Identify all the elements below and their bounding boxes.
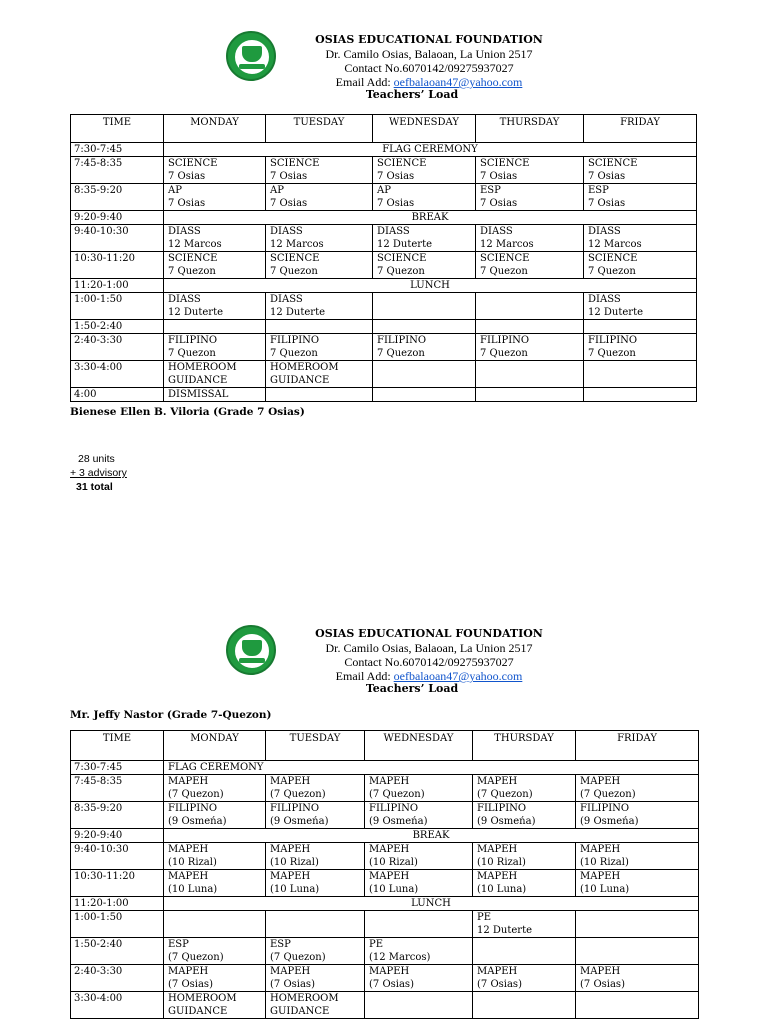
time-cell: 1:50-2:40: [71, 320, 164, 334]
subject-text: FILIPINO: [480, 335, 530, 346]
subject-text: FILIPINO: [580, 803, 630, 814]
subject-text: FILIPINO: [588, 335, 638, 346]
schedule-cell: [365, 843, 473, 870]
subject-text: DIASS: [377, 226, 410, 237]
span-cell: BREAK: [164, 211, 697, 225]
column-header: WEDNESDAY: [365, 731, 473, 761]
table-row: [71, 802, 699, 829]
subject-text: ESP: [588, 185, 609, 196]
schedule-cell: [266, 334, 373, 361]
schedule-cell: [365, 938, 473, 965]
subject-text: FILIPINO: [270, 335, 320, 346]
section-text: (10 Luna): [477, 884, 527, 895]
time-cell: 11:20-1:00: [71, 279, 164, 293]
table-row: [71, 184, 697, 211]
schedule-cell: [365, 870, 473, 897]
schedule-cell: [473, 965, 576, 992]
schedule-cell: [584, 252, 697, 279]
schedule-cell: [476, 320, 584, 334]
schedule-cell: [476, 157, 584, 184]
schedule-cell: [584, 157, 697, 184]
time-cell: 3:30-4:00: [71, 361, 164, 388]
table-row: [71, 897, 699, 911]
subject-text: SCIENCE: [588, 253, 638, 264]
section-text: (12 Marcos): [369, 952, 431, 963]
time-cell: 7:30-7:45: [71, 761, 164, 775]
subject-text: MAPEH: [477, 966, 518, 977]
schedule-cell: [266, 802, 365, 829]
subject-text: SCIENCE: [377, 158, 427, 169]
time-cell: 1:50-2:40: [71, 938, 164, 965]
section-text: (9 Osmeńa): [270, 816, 329, 827]
schedule-cell: [266, 992, 365, 1019]
schedule-cell: [584, 184, 697, 211]
table-row: [71, 911, 699, 938]
subject-text: HOMEROOM: [270, 993, 339, 1004]
schedule-cell: [576, 938, 699, 965]
org-name-2: OSIAS EDUCATIONAL FOUNDATION: [315, 627, 543, 640]
section-text: 7 Osias: [270, 198, 308, 209]
schedule-cell: [473, 992, 576, 1019]
subject-text: SCIENCE: [588, 158, 638, 169]
subject-text: HOMEROOM: [168, 362, 237, 373]
section-text: (9 Osmeńa): [477, 816, 536, 827]
subject-text: SCIENCE: [168, 158, 218, 169]
time-cell: 9:40-10:30: [71, 225, 164, 252]
section-text: 12 Duterte: [270, 307, 326, 318]
subject-text: FILIPINO: [168, 803, 218, 814]
schedule-cell: [373, 225, 476, 252]
subject-text: MAPEH: [369, 966, 410, 977]
schedule-cell: [373, 334, 476, 361]
subject-text: MAPEH: [580, 871, 621, 882]
section-text: GUIDANCE: [168, 1006, 228, 1017]
org-email-line-2: [45, 669, 768, 683]
email-link-2[interactable]: oefbalaoan47@yahoo.com: [393, 669, 523, 683]
section-text: (7 Quezon): [168, 789, 224, 800]
schedule-cell: [164, 992, 266, 1019]
subject-text: AP: [377, 185, 391, 196]
section-text: 7 Quezon: [588, 348, 636, 359]
table-row: [71, 829, 699, 843]
table-row: [71, 775, 699, 802]
subject-text: SCIENCE: [270, 253, 320, 264]
subject-text: DIASS: [588, 226, 621, 237]
schedule-cell: [266, 293, 373, 320]
subject-text: PE: [477, 912, 492, 923]
schedule-cell: [266, 252, 373, 279]
subject-text: DIASS: [168, 226, 201, 237]
span-cell: LUNCH: [164, 897, 699, 911]
time-cell: 7:30-7:45: [71, 143, 164, 157]
schedule-cell: [266, 157, 373, 184]
table-row: [71, 361, 697, 388]
org-name: OSIAS EDUCATIONAL FOUNDATION: [315, 33, 543, 46]
schedule-cell: [365, 775, 473, 802]
schedule-cell: [476, 252, 584, 279]
subject-text: MAPEH: [270, 871, 311, 882]
schedule-cell: [164, 775, 266, 802]
schedule-cell: [164, 361, 266, 388]
schedule-cell: [584, 320, 697, 334]
subject-text: MAPEH: [369, 776, 410, 787]
section-text: 7 Quezon: [480, 266, 528, 277]
subject-text: MAPEH: [270, 966, 311, 977]
section-text: 7 Quezon: [270, 266, 318, 277]
schedule-cell: [164, 334, 266, 361]
table-row: [71, 761, 699, 775]
schedule-cell: [164, 870, 266, 897]
schedule-cell: [365, 802, 473, 829]
subject-text: MAPEH: [580, 966, 621, 977]
org-email-line: [45, 75, 768, 89]
time-cell: 4:00: [71, 388, 164, 402]
table-row: [71, 388, 697, 402]
schedule-cell: [576, 911, 699, 938]
subject-text: DIASS: [270, 226, 303, 237]
schedule-cell: [164, 802, 266, 829]
schedule-cell: [266, 843, 365, 870]
table-row: [71, 252, 697, 279]
subject-text: ESP: [480, 185, 501, 196]
schedule-cell: [373, 252, 476, 279]
document-title: Teachers’ Load: [365, 88, 459, 101]
schedule-cell: [266, 225, 373, 252]
time-cell: 10:30-11:20: [71, 252, 164, 279]
schedule-cell: [164, 157, 266, 184]
teacher-name-1: Bienese Ellen B. Viloria (Grade 7 Osias): [70, 406, 305, 418]
section-text: 7 Quezon: [480, 348, 528, 359]
schedule-cell: [365, 965, 473, 992]
schedule-cell: [373, 293, 476, 320]
table-row: [71, 320, 697, 334]
section-text: 12 Marcos: [270, 239, 324, 250]
subject-text: MAPEH: [168, 966, 209, 977]
section-text: GUIDANCE: [270, 1006, 330, 1017]
subject-text: MAPEH: [168, 871, 209, 882]
time-cell: 9:40-10:30: [71, 843, 164, 870]
schedule-cell: [476, 225, 584, 252]
schedule-cell: [164, 184, 266, 211]
schedule-cell: [266, 775, 365, 802]
section-text: 12 Marcos: [168, 239, 222, 250]
schedule-cell: [576, 802, 699, 829]
subject-text: ESP: [270, 939, 291, 950]
section-text: (7 Quezon): [477, 789, 533, 800]
section-text: (7 Osias): [369, 979, 414, 990]
schedule-cell: [164, 388, 266, 402]
section-text: (9 Osmeńa): [580, 816, 639, 827]
schedule-cell: [576, 843, 699, 870]
column-header: MONDAY: [164, 731, 266, 761]
section-text: 7 Osias: [377, 171, 415, 182]
column-header: TUESDAY: [266, 115, 373, 143]
time-cell: 9:20-9:40: [71, 829, 164, 843]
schedule-cell: [365, 911, 473, 938]
column-header: THURSDAY: [473, 731, 576, 761]
subject-text: MAPEH: [369, 871, 410, 882]
section-text: 7 Osias: [480, 198, 518, 209]
subject-text: MAPEH: [580, 844, 621, 855]
subject-text: FILIPINO: [270, 803, 320, 814]
subject-text: MAPEH: [369, 844, 410, 855]
schedule-table-1: [70, 114, 697, 402]
subject-text: DISMISSAL: [168, 389, 229, 400]
section-text: 7 Quezon: [168, 348, 216, 359]
table-row: [71, 293, 697, 320]
table-row: [71, 143, 697, 157]
schedule-cell: [473, 938, 576, 965]
schedule-cell: [266, 938, 365, 965]
section-text: (10 Rizal): [477, 857, 526, 868]
schedule-cell: [266, 965, 365, 992]
schedule-cell: [584, 334, 697, 361]
schedule-cell: [576, 992, 699, 1019]
section-text: (7 Quezon): [168, 952, 224, 963]
section-text: (10 Rizal): [369, 857, 418, 868]
total-line: 31 total: [76, 481, 113, 493]
schedule-cell: [373, 157, 476, 184]
table-row: [71, 157, 697, 184]
schedule-cell: [584, 293, 697, 320]
advisory-line: + 3 advisory: [70, 467, 127, 479]
section-text: 7 Osias: [480, 171, 518, 182]
subject-text: AP: [270, 185, 284, 196]
span-cell: BREAK: [164, 829, 699, 843]
subject-text: MAPEH: [580, 776, 621, 787]
schedule-cell: [164, 965, 266, 992]
schedule-cell: [266, 388, 373, 402]
column-header: WEDNESDAY: [373, 115, 476, 143]
section-text: 7 Quezon: [377, 348, 425, 359]
section-text: (10 Luna): [580, 884, 630, 895]
table-row: [71, 965, 699, 992]
schedule-cell: [266, 361, 373, 388]
schedule-cell: [473, 870, 576, 897]
schedule-cell: [473, 843, 576, 870]
section-text: GUIDANCE: [270, 375, 330, 386]
schedule-table-2: [70, 730, 699, 1019]
time-cell: 1:00-1:50: [71, 293, 164, 320]
schedule-cell: [164, 320, 266, 334]
time-cell: 8:35-9:20: [71, 184, 164, 211]
section-text: (10 Luna): [168, 884, 218, 895]
schedule-cell: [266, 184, 373, 211]
subject-text: SCIENCE: [480, 158, 530, 169]
span-cell: FLAG CEREMONY: [164, 761, 699, 775]
schedule-cell: [373, 388, 476, 402]
units-line: 28 units: [78, 453, 115, 465]
table-row: [71, 992, 699, 1019]
section-text: (7 Quezon): [270, 952, 326, 963]
time-cell: 7:45-8:35: [71, 775, 164, 802]
section-text: 7 Osias: [270, 171, 308, 182]
table-row: [71, 938, 699, 965]
section-text: 12 Marcos: [588, 239, 642, 250]
table-row: [71, 279, 697, 293]
schedule-cell: [584, 225, 697, 252]
section-text: 12 Duterte: [588, 307, 644, 318]
schedule-cell: [164, 843, 266, 870]
subject-text: SCIENCE: [480, 253, 530, 264]
email-label: Email Add:: [335, 75, 394, 89]
section-text: (7 Quezon): [580, 789, 636, 800]
subject-text: FILIPINO: [377, 335, 427, 346]
schedule-cell: [473, 775, 576, 802]
units-summary: [70, 452, 127, 494]
section-text: (10 Rizal): [270, 857, 319, 868]
section-text: 12 Marcos: [480, 239, 534, 250]
time-cell: 7:45-8:35: [71, 157, 164, 184]
schedule-cell: [473, 802, 576, 829]
time-cell: 11:20-1:00: [71, 897, 164, 911]
time-cell: 10:30-11:20: [71, 870, 164, 897]
column-header: FRIDAY: [584, 115, 697, 143]
subject-text: PE: [369, 939, 384, 950]
schedule-cell: [266, 870, 365, 897]
schedule-cell: [164, 225, 266, 252]
subject-text: SCIENCE: [377, 253, 427, 264]
section-text: 7 Quezon: [270, 348, 318, 359]
schedule-cell: [576, 775, 699, 802]
table-row: [71, 211, 697, 225]
time-cell: 8:35-9:20: [71, 802, 164, 829]
section-text: (7 Quezon): [270, 789, 326, 800]
schedule-cell: [576, 870, 699, 897]
column-header: THURSDAY: [476, 115, 584, 143]
section-text: 7 Quezon: [588, 266, 636, 277]
org-contact: Contact No.6070142/09275937027: [344, 61, 514, 75]
subject-text: MAPEH: [270, 844, 311, 855]
section-text: 12 Duterte: [477, 925, 533, 936]
table-row: [71, 870, 699, 897]
table-row: [71, 843, 699, 870]
schedule-cell: [473, 911, 576, 938]
subject-text: DIASS: [480, 226, 513, 237]
section-text: (10 Rizal): [168, 857, 217, 868]
subject-text: DIASS: [270, 294, 303, 305]
section-text: 7 Osias: [377, 198, 415, 209]
email-link[interactable]: oefbalaoan47@yahoo.com: [393, 75, 523, 89]
time-cell: 2:40-3:30: [71, 965, 164, 992]
section-text: (9 Osmeńa): [168, 816, 227, 827]
column-header: TIME: [71, 731, 164, 761]
column-header: TIME: [71, 115, 164, 143]
email-label-2: Email Add:: [335, 669, 394, 683]
schedule-cell: [476, 361, 584, 388]
schedule-cell: [164, 252, 266, 279]
org-address: Dr. Camilo Osias, Balaoan, La Union 2517: [325, 47, 533, 61]
table-row: [71, 334, 697, 361]
schedule-cell: [164, 938, 266, 965]
subject-text: MAPEH: [168, 776, 209, 787]
section-text: 7 Osias: [168, 198, 206, 209]
table-row: [71, 225, 697, 252]
subject-text: ESP: [168, 939, 189, 950]
schedule-cell: [266, 320, 373, 334]
time-cell: 3:30-4:00: [71, 992, 164, 1019]
section-text: (10 Luna): [369, 884, 419, 895]
schedule-cell: [373, 184, 476, 211]
column-header: MONDAY: [164, 115, 266, 143]
time-cell: 2:40-3:30: [71, 334, 164, 361]
schedule-cell: [365, 992, 473, 1019]
section-text: GUIDANCE: [168, 375, 228, 386]
subject-text: SCIENCE: [270, 158, 320, 169]
section-text: (9 Osmeńa): [369, 816, 428, 827]
subject-text: MAPEH: [168, 844, 209, 855]
schedule-cell: [476, 334, 584, 361]
subject-text: HOMEROOM: [168, 993, 237, 1004]
subject-text: FILIPINO: [168, 335, 218, 346]
subject-text: DIASS: [588, 294, 621, 305]
section-text: (7 Osias): [168, 979, 213, 990]
time-cell: 9:20-9:40: [71, 211, 164, 225]
schedule-cell: [373, 320, 476, 334]
schedule-cell: [164, 293, 266, 320]
section-text: (7 Quezon): [369, 789, 425, 800]
subject-text: MAPEH: [477, 871, 518, 882]
section-text: (7 Osias): [580, 979, 625, 990]
section-text: (10 Rizal): [580, 857, 629, 868]
section-text: 12 Duterte: [168, 307, 224, 318]
column-header: FRIDAY: [576, 731, 699, 761]
teacher-name-2: Mr. Jeffy Nastor (Grade 7-Quezon): [70, 709, 272, 721]
subject-text: FILIPINO: [477, 803, 527, 814]
section-text: 7 Osias: [168, 171, 206, 182]
section-text: 7 Quezon: [168, 266, 216, 277]
schedule-cell: [576, 965, 699, 992]
subject-text: DIASS: [168, 294, 201, 305]
section-text: 7 Quezon: [377, 266, 425, 277]
schedule-cell: [584, 361, 697, 388]
section-text: (10 Luna): [270, 884, 320, 895]
org-contact-2: Contact No.6070142/09275937027: [344, 655, 514, 669]
span-cell: LUNCH: [164, 279, 697, 293]
section-text: 7 Osias: [588, 171, 626, 182]
subject-text: AP: [168, 185, 182, 196]
schedule-cell: [164, 911, 266, 938]
span-cell: FLAG CEREMONY: [164, 143, 697, 157]
subject-text: MAPEH: [477, 844, 518, 855]
section-text: 7 Osias: [588, 198, 626, 209]
section-text: (7 Osias): [270, 979, 315, 990]
schedule-cell: [584, 388, 697, 402]
org-address-2: Dr. Camilo Osias, Balaoan, La Union 2517: [325, 641, 533, 655]
schedule-cell: [476, 293, 584, 320]
section-text: 12 Duterte: [377, 239, 433, 250]
column-header: TUESDAY: [266, 731, 365, 761]
subject-text: MAPEH: [270, 776, 311, 787]
subject-text: SCIENCE: [168, 253, 218, 264]
schedule-cell: [476, 388, 584, 402]
subject-text: HOMEROOM: [270, 362, 339, 373]
schedule-cell: [476, 184, 584, 211]
schedule-cell: [373, 361, 476, 388]
subject-text: FILIPINO: [369, 803, 419, 814]
time-cell: 1:00-1:50: [71, 911, 164, 938]
schedule-cell: [266, 911, 365, 938]
section-text: (7 Osias): [477, 979, 522, 990]
document-title-2: Teachers’ Load: [365, 682, 459, 695]
subject-text: MAPEH: [477, 776, 518, 787]
